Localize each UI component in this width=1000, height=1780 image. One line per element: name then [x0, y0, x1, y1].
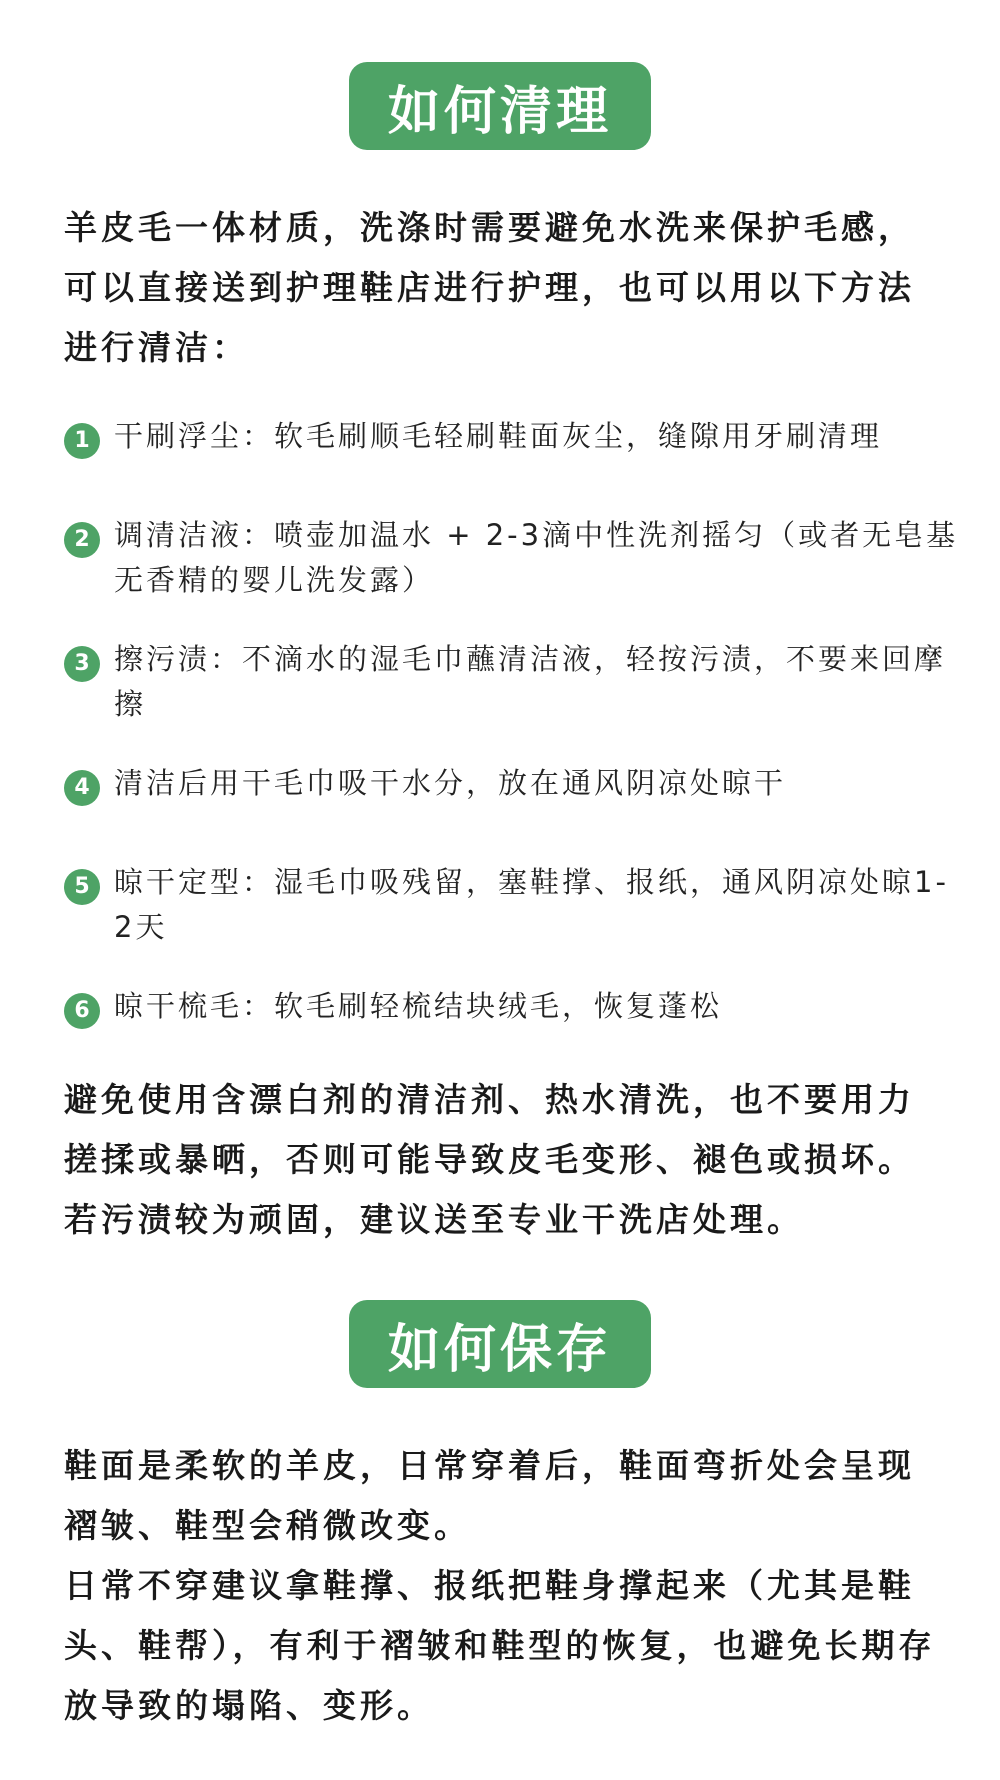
step-text: 晾干梳毛：软毛刷轻梳结块绒毛，恢复蓬松 — [114, 989, 723, 1023]
step-number-badge: 4 — [64, 770, 100, 806]
step-number-badge: 3 — [64, 646, 100, 682]
step-text: 擦污渍：不滴水的湿毛巾蘸清洁液，轻按污渍，不要来回摩擦 — [114, 642, 947, 721]
step-item — [64, 761, 964, 806]
step-item — [64, 513, 964, 603]
storage-paragraph-1: 鞋面是柔软的羊皮，日常穿着后，鞋面弯折处会呈现褶皱、鞋型会稍微改变。 — [64, 1446, 915, 1545]
step-item — [64, 984, 964, 1029]
step-number-badge: 2 — [64, 522, 100, 558]
step-number-badge: 5 — [64, 869, 100, 905]
step-text: 清洁后用干毛巾吸干水分，放在通风阴凉处晾干 — [114, 766, 787, 800]
step-text: 调清洁液：喷壶加温水 + 2-3滴中性洗剂摇匀（或者无皂基无香精的婴儿洗发露） — [114, 518, 959, 597]
storage-paragraph-2: 日常不穿建议拿鞋撑、报纸把鞋身撑起来（尤其是鞋头、鞋帮），有利于褶皱和鞋型的恢复，也避免长期存放导致的塌陷、变形。 — [64, 1566, 936, 1725]
intro-paragraph: 羊皮毛一体材质，洗涤时需要避免水洗来保护毛感，可以直接送到护理鞋店进行护理，也可以用以下方法进行清洁： — [64, 208, 915, 367]
section-title-clean: 如何清理 — [349, 62, 651, 150]
cleaning-steps-list — [64, 414, 964, 1083]
section-title-store: 如何保存 — [349, 1300, 651, 1388]
step-text: 晾干定型：湿毛巾吸残留，塞鞋撑、报纸，通风阴凉处晾1-2天 — [114, 865, 949, 944]
step-text: 干刷浮尘：软毛刷顺毛轻刷鞋面灰尘，缝隙用牙刷清理 — [114, 419, 883, 453]
warning-paragraph: 避免使用含漂白剂的清洁剂、热水清洗，也不要用力搓揉或暴晒，否则可能导致皮毛变形、褪色或损坏。若污渍较为顽固，建议送至专业干洗店处理。 — [64, 1080, 915, 1239]
step-number-badge: 1 — [64, 423, 100, 459]
step-item — [64, 414, 964, 459]
step-item — [64, 860, 964, 950]
step-number-badge: 6 — [64, 993, 100, 1029]
storage-text — [64, 1436, 944, 1736]
step-item — [64, 637, 964, 727]
